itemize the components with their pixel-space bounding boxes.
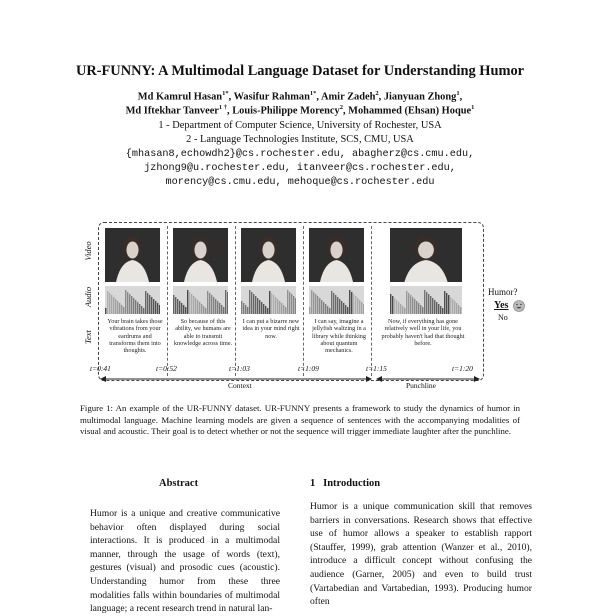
video-frame	[309, 228, 364, 282]
utterance-text-punchline: Now, if everything has gone relatively well in your life, you probably haven't had that thought before.	[381, 318, 465, 347]
video-frame	[390, 228, 462, 282]
video-frame	[105, 228, 160, 282]
utterance-text: I can put a bizarre new idea in your mind right now.	[242, 318, 300, 340]
audio-spectrogram	[173, 286, 228, 314]
segment-separator	[303, 226, 305, 376]
abstract-body: Humor is a unique and creative communicative behavior often displayed during social interactions. It is produced in a multimodal manner, through the usage of words (text), gestures (visual) and prosodic cues (acoustic). Understanding humor from these three modalities falls within boundaries of multimodal language; a recent research trend in natural lan-	[90, 508, 280, 615]
time-label: t=1:20	[452, 364, 473, 373]
author-name: Md Iftekhar Tanveer	[125, 105, 219, 117]
segment-separator	[235, 226, 237, 376]
author-sup: 1*	[309, 90, 317, 97]
row-label-video: Video	[83, 241, 93, 261]
section-number: 1	[310, 478, 316, 489]
audio-spectrogram	[241, 286, 296, 314]
email-line-1: {mhasan8,echowdh2}@cs.rochester.edu, abagherz@cs.cmu.edu,	[125, 149, 475, 160]
video-frame	[241, 228, 296, 282]
author-name: , Amir Zadeh	[316, 91, 376, 103]
time-label: t=0:52	[156, 364, 177, 373]
author-sup: 1*	[222, 90, 229, 97]
author-name: , Louis-Philippe Morency	[227, 105, 340, 117]
author-line-2	[0, 104, 600, 116]
author-name: , Wasifur Rahman	[228, 91, 310, 103]
figure-caption: Figure 1: An example of the UR-FUNNY dataset. UR-FUNNY presents a framework to study the dynamics of humor in multimodal language. Machine learning models are given a sequence of sentences with the accompanying modalities of visual and acoustic. Their goal is to detect whether or not the sequence will trigger immediate laughter after the punchline.	[80, 403, 520, 437]
email-line-2: jzhong9@u.rochester.edu, itanveer@cs.rochester.edu,	[144, 163, 456, 174]
row-label-audio: Audio	[83, 286, 93, 308]
author-sup: 1 †	[218, 104, 228, 111]
author-name: , Jianyuan Zhong	[378, 91, 457, 103]
audio-spectrogram	[390, 286, 462, 314]
affiliation-1: 1 - Department of Computer Science, University of Rochester, USA	[158, 120, 442, 131]
author-sup: 1	[471, 104, 475, 111]
time-label: t=0:41	[90, 364, 111, 373]
introduction-body: Humor is a unique communication skill that removes barriers in conversations. Research shows that effective use of humor allows a speaker to establish rapport (Stauffer, 1999), grab attention (Wanzer et al., 2010), introduce a difficult concept without confusing the audience (Garner, 2005) and even to build trust (Vartabedian and Vartabedian, 1993). Producing humor often	[310, 501, 532, 608]
context-label: Context	[228, 381, 252, 390]
paper-title: UR-FUNNY: A Multimodal Language Dataset for Understanding Humor	[75, 63, 525, 79]
utterance-text: So because of this ability, we humans are able to transmit knowledge across time.	[173, 318, 233, 347]
laughing-face-icon	[513, 300, 525, 312]
section-title: Introduction	[323, 478, 381, 489]
abstract-heading: Abstract	[159, 478, 199, 489]
yes-label: Yes	[494, 300, 509, 311]
utterance-text: Your brain takes those vibrations from your eardrums and transforms them into thoughts.	[107, 318, 163, 355]
time-label: t=1:15	[366, 364, 387, 373]
segment-separator	[371, 226, 373, 376]
author-sup: 2	[375, 90, 379, 97]
affiliation-2: 2 - Language Technologies Institute, SCS, CMU, USA	[186, 134, 414, 145]
row-label-text: Text	[83, 330, 93, 344]
video-frame	[173, 228, 228, 282]
audio-spectrogram	[309, 286, 364, 314]
punchline-label: Punchline	[406, 381, 436, 390]
author-sup: 2	[339, 104, 343, 111]
author-name: Md Kamrul Hasan	[137, 91, 223, 103]
introduction-heading	[310, 478, 380, 489]
time-label: t=1:03	[229, 364, 250, 373]
email-line-3: morency@cs.cmu.edu, mehoque@cs.rochester.edu	[165, 177, 435, 188]
no-label: No	[498, 313, 508, 322]
author-sup: 1	[456, 90, 460, 97]
segment-separator	[167, 226, 169, 376]
author-name: ,	[459, 91, 463, 103]
humor-question: Humor?	[488, 287, 518, 297]
time-label: t=1:09	[298, 364, 319, 373]
author-line-1	[0, 90, 600, 102]
audio-spectrogram	[105, 286, 160, 314]
utterance-text: I can say, imagine a jellyfish waltzing in a library while thinking about quantum mechanics.	[312, 318, 366, 355]
author-name: , Mohammed (Ehsan) Hoque	[342, 105, 472, 117]
